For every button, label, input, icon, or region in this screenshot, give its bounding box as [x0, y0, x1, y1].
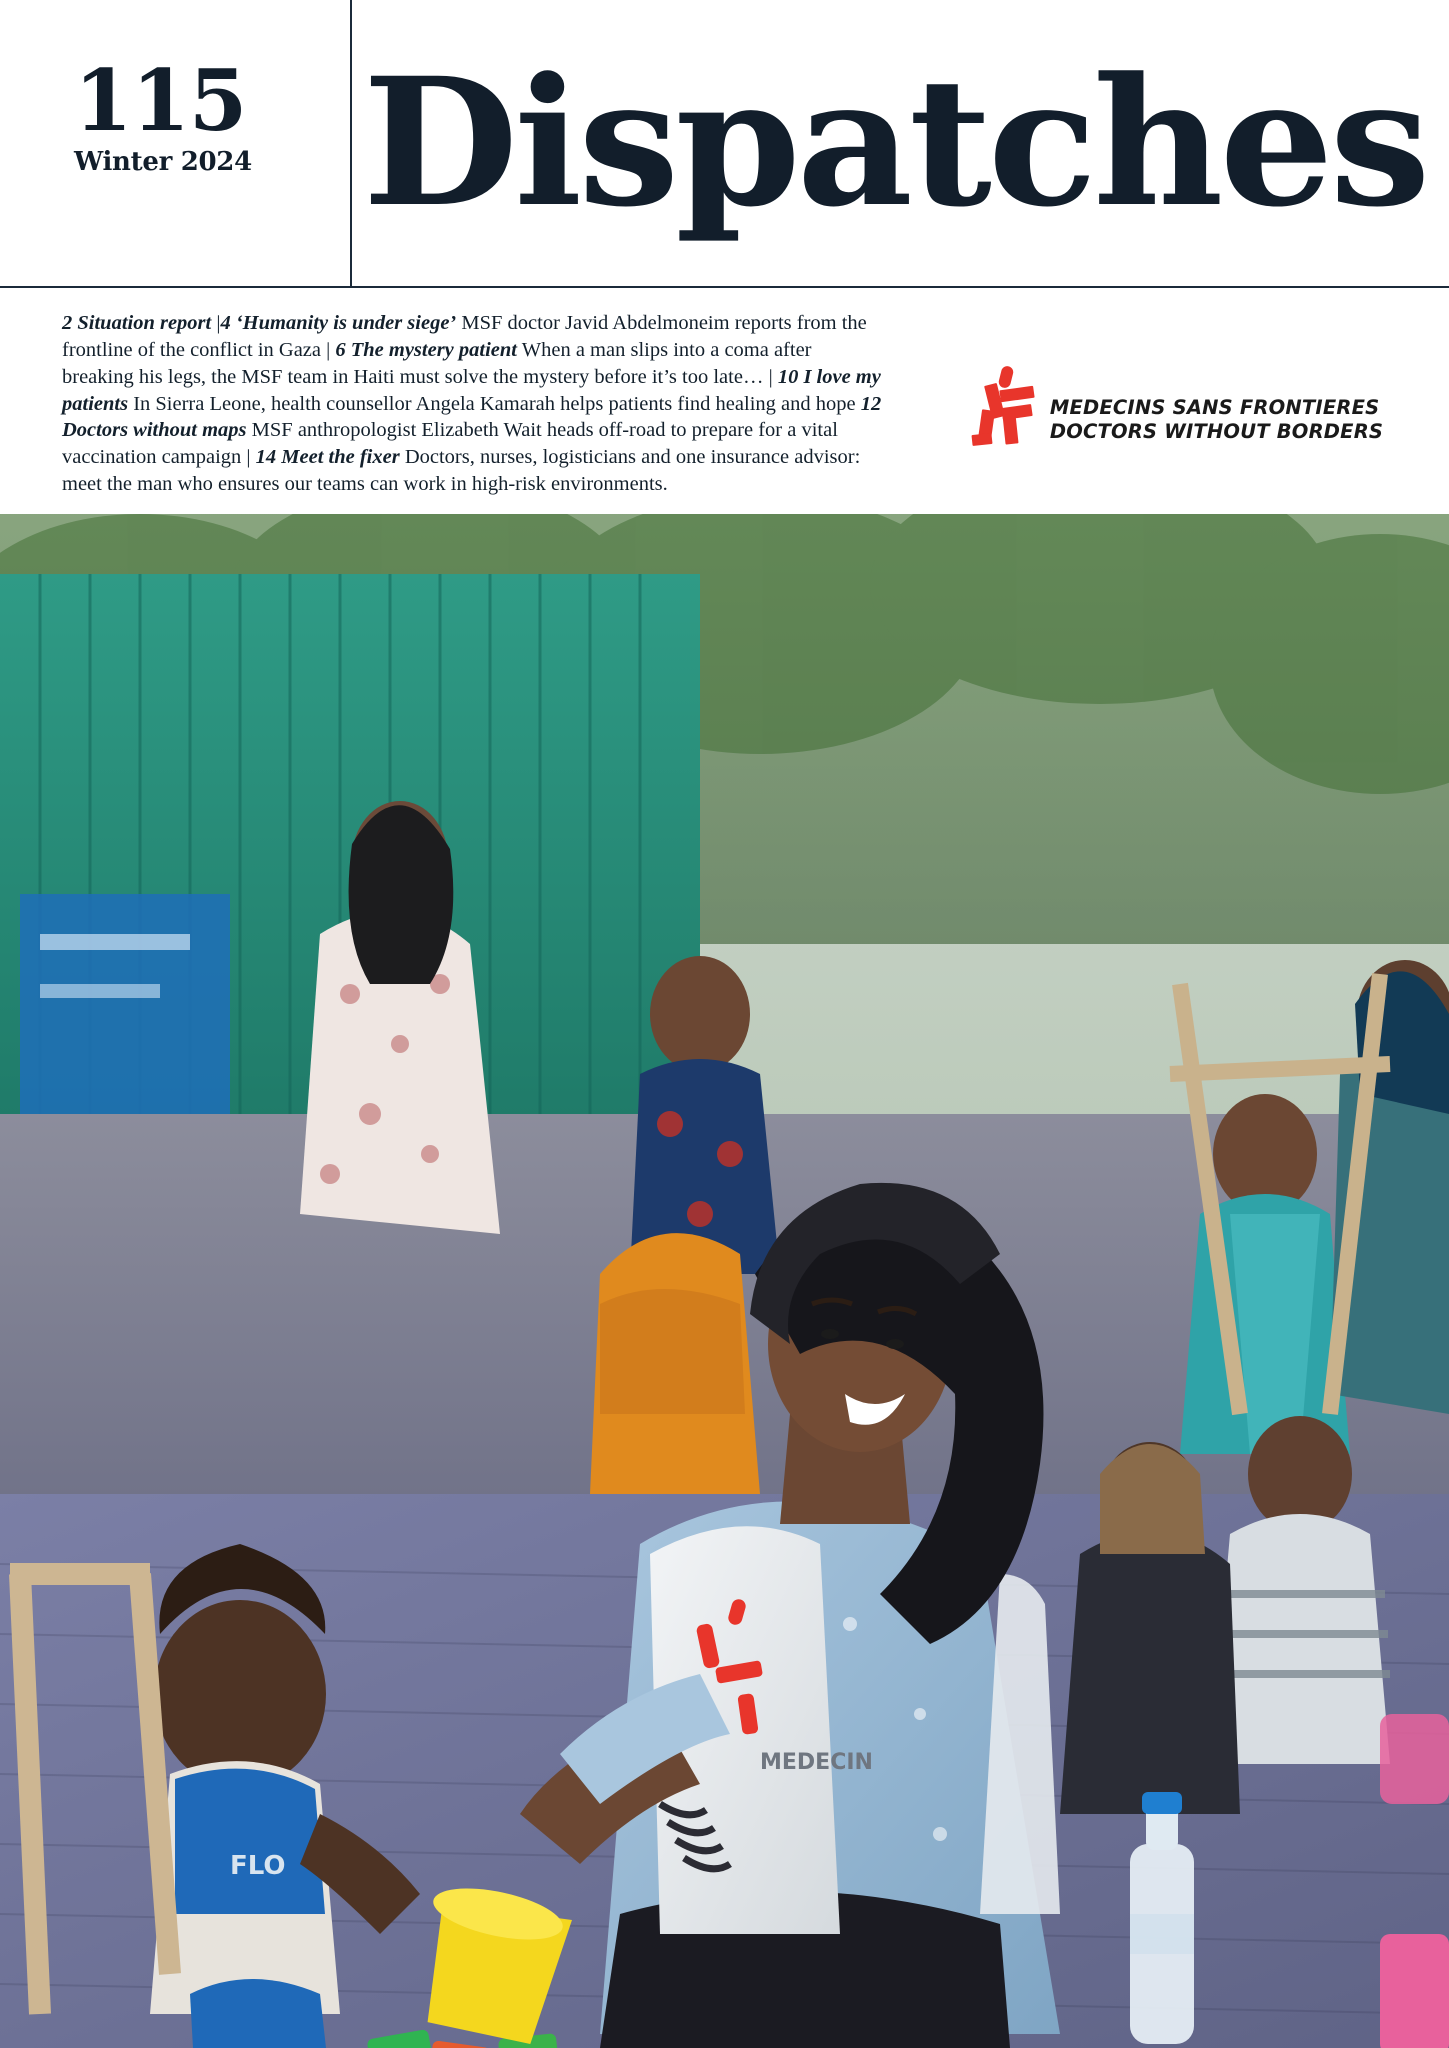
contents-separator: | [216, 312, 221, 334]
issue-block [0, 0, 352, 286]
msf-logo-line-2: DOCTORS WITHOUT BORDERS [1049, 420, 1384, 444]
contents-item-2-page: 4 [220, 312, 231, 334]
msf-running-figure-icon [966, 366, 1040, 448]
masthead [0, 0, 1449, 288]
contents-item-6-page: 14 [255, 446, 277, 469]
contents-item-5-desc: MSF anthropologist Elizabeth Wait heads off-road to prepare for a vital vaccination campaign [62, 419, 838, 469]
contents-item-6-desc: Doctors, nurses, logisticians and one insurance advisor: meet the man who ensures our teams can work in high-risk environments. [62, 446, 861, 496]
contents-item-6-title: Meet the fixer [281, 446, 400, 469]
contents-summary [0, 310, 900, 498]
contents-item-2-title: ‘Humanity is under siege’ [235, 312, 457, 334]
title-block [352, 0, 1449, 286]
page-title: Dispatches [362, 39, 1427, 246]
issue-number: 115 [74, 51, 247, 150]
contents-separator: | [768, 365, 778, 388]
contents-item-4-desc: In Sierra Leone, health counsellor Angela Kamarah helps patients find healing and hope [133, 392, 856, 415]
contents-item-3-page: 6 [335, 338, 346, 361]
vest-logo-text: MEDECIN [760, 1750, 873, 1775]
contents-item-3-title: The mystery patient [350, 338, 517, 361]
contents-item-1-title: Situation report [77, 312, 212, 334]
contents-item-3-desc: When a man slips into a coma after breaking his legs, the MSF team in Haiti must solve the mystery before it’s too late… [62, 338, 812, 388]
msf-logo [966, 366, 1383, 448]
contents-strip [0, 288, 1449, 514]
msf-logo-line-1: MEDECINS SANS FRONTIERES [1049, 396, 1380, 420]
child-shirt-text: FLO [230, 1851, 286, 1881]
contents-item-5-title: Doctors without maps [62, 419, 247, 442]
background-woman-orange [590, 1233, 760, 1494]
contents-item-5-page: 12 [860, 392, 882, 415]
cover-photo-illustration [0, 514, 1449, 2048]
contents-item-1-page: 2 [62, 312, 73, 334]
contents-item-2-desc: MSF doctor Javid Abdelmoneim reports from the frontline of the conflict in Gaza [62, 312, 867, 361]
issue-date: Winter 2024 [74, 147, 252, 178]
contents-separator: | [246, 446, 256, 469]
contents-item-4-page: 10 [777, 365, 799, 388]
msf-logo-wordmark [1050, 396, 1383, 448]
contents-separator: | [326, 338, 336, 361]
contents-item-4-title: I love my patients [62, 365, 881, 415]
msf-logo-block [900, 310, 1449, 448]
cover-photograph [0, 514, 1449, 2048]
